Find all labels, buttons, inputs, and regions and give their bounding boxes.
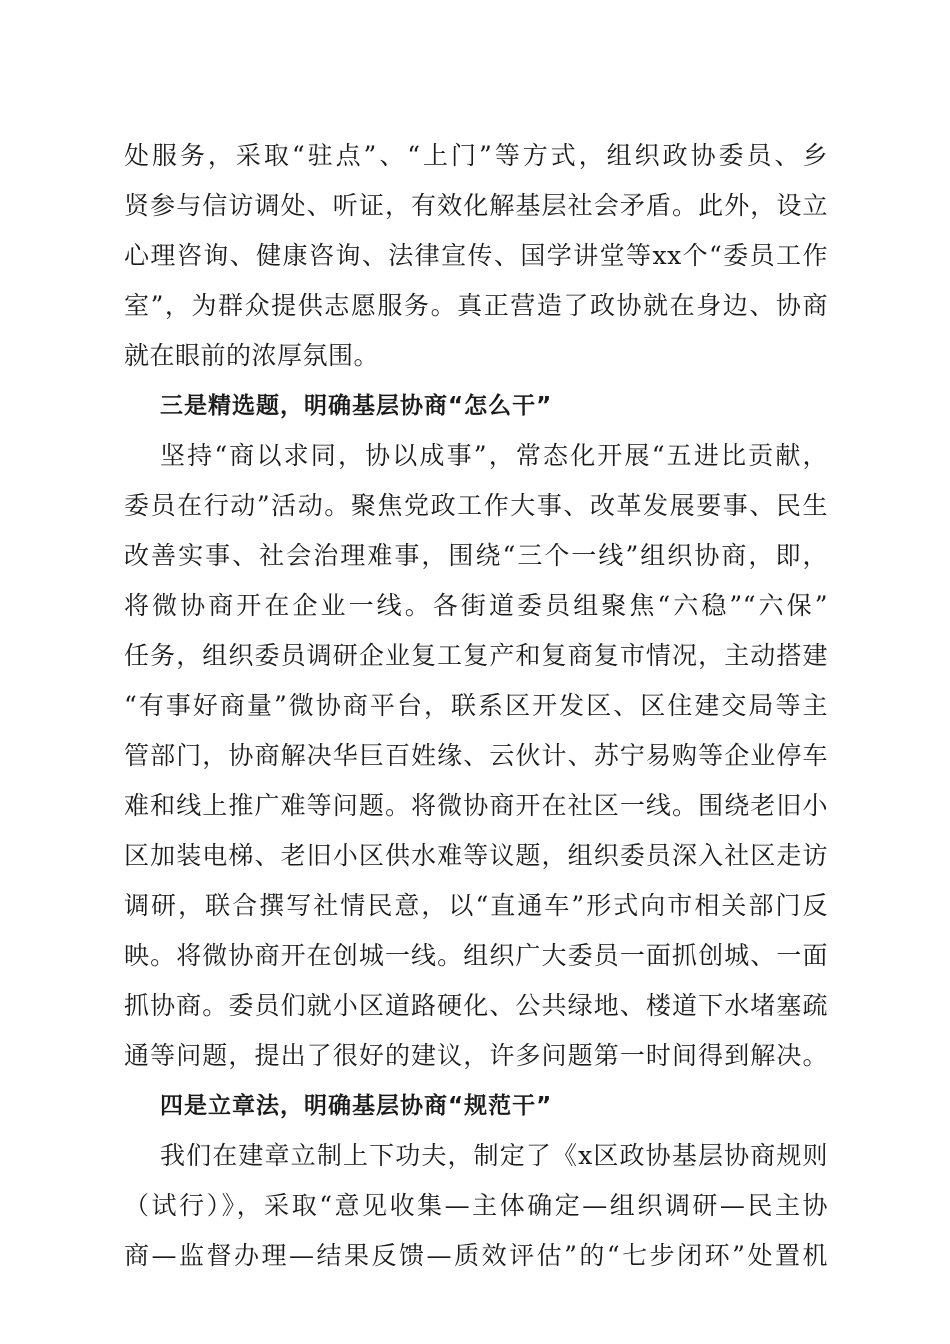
- paragraph-line: 区加装电梯、老旧小区供水难等议题，组织委员深入社区走访: [124, 841, 828, 870]
- paragraph-line: 心理咨询、健康咨询、法律宣传、国学讲堂等xx个“委员工作: [124, 241, 828, 270]
- paragraph-line: 管部门，协商解决华巨百姓缘、云伙计、苏宁易购等企业停车: [124, 741, 828, 770]
- paragraph-line: 商—监督办理—结果反馈—质效评估”的“七步闭环”处置机: [124, 1241, 828, 1270]
- paragraph-line: 就在眼前的浓厚氛围。: [124, 341, 380, 370]
- paragraph-line: 委员在行动”活动。聚焦党政工作大事、改革发展要事、民生: [124, 491, 828, 520]
- paragraph-line: 室”，为群众提供志愿服务。真正营造了政协就在身边、协商: [124, 291, 828, 320]
- paragraph-line: “有事好商量”微协商平台，联系区开发区、区住建交局等主: [124, 691, 828, 720]
- paragraph-line: 映。将微协商开在创城一线。组织广大委员一面抓创城、一面: [124, 941, 828, 970]
- section-heading-4: 四是立章法，明确基层协商“规范干”: [160, 1093, 553, 1119]
- paragraph-line: 我们在建章立制上下功夫，制定了《x区政协基层协商规则: [160, 1141, 828, 1170]
- paragraph-line: 调研，联合撰写社情民意，以“直通车”形式向市相关部门反: [124, 891, 828, 920]
- paragraph-line: 改善实事、社会治理难事，围绕“三个一线”组织协商，即，: [124, 541, 828, 570]
- paragraph-line: 通等问题，提出了很好的建议，许多问题第一时间得到解决。: [124, 1041, 828, 1070]
- paragraph-line: 坚持“商以求同，协以成事”，常态化开展“五进比贡献，: [160, 441, 828, 470]
- paragraph-line: 贤参与信访调处、听证，有效化解基层社会矛盾。此外，设立: [124, 191, 828, 220]
- paragraph-line: 任务，组织委员调研企业复工复产和复商复市情况，主动搭建: [124, 641, 828, 670]
- paragraph-line: 难和线上推广难等问题。将微协商开在社区一线。围绕老旧小: [124, 791, 828, 820]
- section-heading-3: 三是精选题，明确基层协商“怎么干”: [160, 393, 553, 419]
- paragraph-line: 将微协商开在企业一线。各街道委员组聚焦“六稳”“六保”: [124, 591, 828, 620]
- paragraph-line: 抓协商。委员们就小区道路硬化、公共绿地、楼道下水堵塞疏: [124, 991, 828, 1020]
- paragraph-line: 处服务，采取“驻点”、“上门”等方式，组织政协委员、乡: [124, 141, 828, 170]
- paragraph-line: （试行）》，采取“意见收集—主体确定—组织调研—民主协: [124, 1191, 828, 1220]
